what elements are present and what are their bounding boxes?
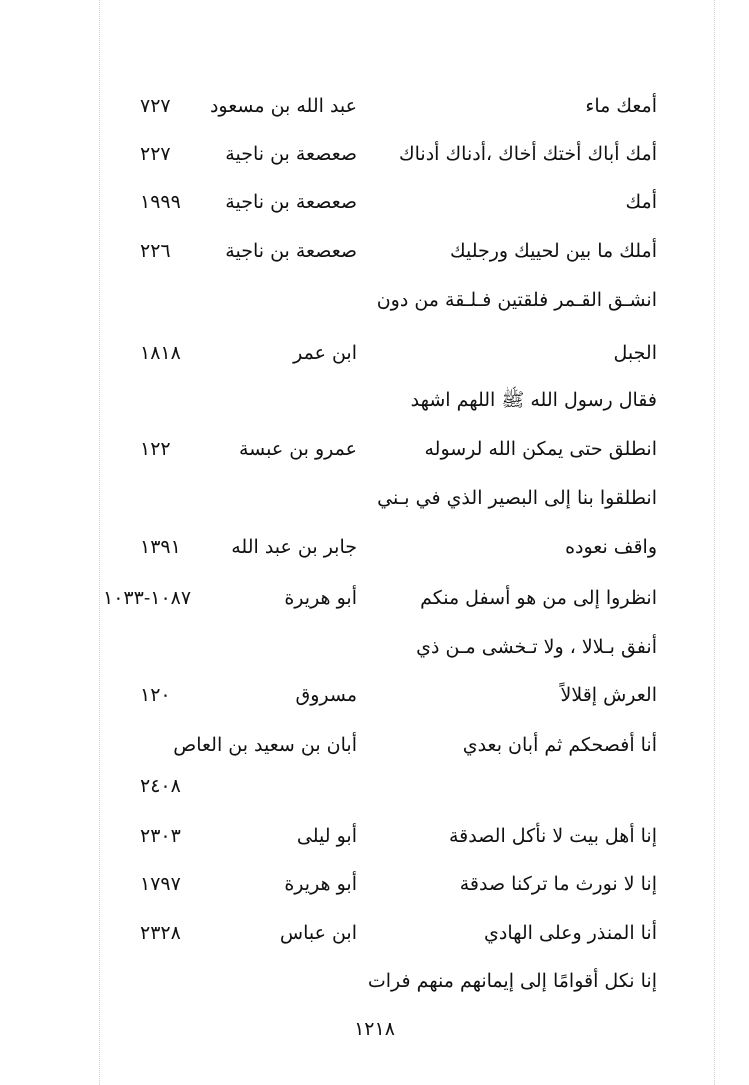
entry-reference: ٢٢٧	[140, 143, 171, 165]
entry-phrase: أنا المنذر وعلى الهادي	[484, 922, 657, 944]
entry-narrator: صعصعة بن ناجية	[225, 143, 357, 165]
entry-phrase: أمك	[625, 191, 657, 213]
entry-reference: ١٠٨٧-١٠٣٣	[103, 587, 192, 609]
entry-phrase: أمك أباك أختك أخاك ،أدناك أدناك	[398, 143, 657, 165]
entry-narrator: مسروق	[295, 684, 357, 706]
entry-phrase: أملك ما بين لحييك ورجليك	[449, 240, 657, 262]
entry-reference: ٢٢٦	[140, 240, 171, 262]
entry-phrase: انظروا إلى من هو أسفل منكم	[420, 587, 657, 609]
scan-artifact-line	[714, 0, 715, 1085]
entry-reference: ١٢٢	[140, 438, 171, 460]
entry-narrator: أبو ليلى	[296, 825, 357, 847]
entry-phrase: واقف نعوده	[565, 536, 657, 558]
entry-narrator: أبو هريرة	[284, 587, 357, 609]
entry-reference: ٧٢٧	[140, 95, 171, 117]
entry-narrator: صعصعة بن ناجية	[225, 240, 357, 262]
entry-phrase: إنا أهل بيت لا نأكل الصدقة	[448, 825, 657, 847]
entry-narrator: جابر بن عبد الله	[231, 536, 357, 558]
entry-narrator: أبو هريرة	[284, 873, 357, 895]
entry-reference: ١٨١٨	[140, 342, 181, 364]
entry-phrase: انطلقوا بنا إلى البصير الذي في بـني	[377, 487, 657, 509]
entry-phrase: إنا لا نورث ما تركنا صدقة	[459, 873, 657, 895]
entry-reference: ١٧٩٧	[140, 873, 181, 895]
entry-phrase: فقال رسول الله ﷺ اللهم اشهد	[410, 389, 657, 411]
entry-reference: ٢٣٢٨	[140, 922, 181, 944]
entry-reference: ٢٣٠٣	[140, 825, 181, 847]
entry-phrase: أنا أفصحكم ثم أبان بعدي	[462, 734, 657, 756]
entry-reference: ١٩٩٩	[140, 191, 181, 213]
entry-narrator: أبان بن سعيد بن العاص	[173, 734, 357, 756]
entry-narrator: صعصعة بن ناجية	[225, 191, 357, 213]
entry-phrase: إنا نكل أقوامًا إلى إيمانهم منهم فرات	[367, 970, 657, 992]
entry-reference: ١٢٠	[140, 684, 171, 706]
entry-phrase: الجبل	[613, 342, 657, 364]
entry-phrase: العرش إقلالاً	[560, 684, 657, 706]
entry-narrator: عبد الله بن مسعود	[209, 95, 357, 117]
entry-narrator: ابن عمر	[293, 342, 357, 364]
scan-artifact-line	[99, 0, 100, 1085]
entry-phrase: انطلق حتى يمكن الله لرسوله	[424, 438, 657, 460]
entry-phrase: أنفق بـلالا ، ولا تـخشى مـن ذي	[416, 636, 657, 658]
page-number: ١٢١٨	[354, 1018, 395, 1040]
entry-phrase: انشـق القـمر فلقتين فـلـقة من دون	[376, 289, 657, 311]
entry-narrator: ابن عباس	[279, 922, 357, 944]
entry-phrase: أمعك ماء	[585, 95, 657, 117]
entry-narrator: عمرو بن عبسة	[238, 438, 357, 460]
entry-reference: ٢٤٠٨	[140, 775, 181, 797]
entry-reference: ١٣٩١	[140, 536, 181, 558]
